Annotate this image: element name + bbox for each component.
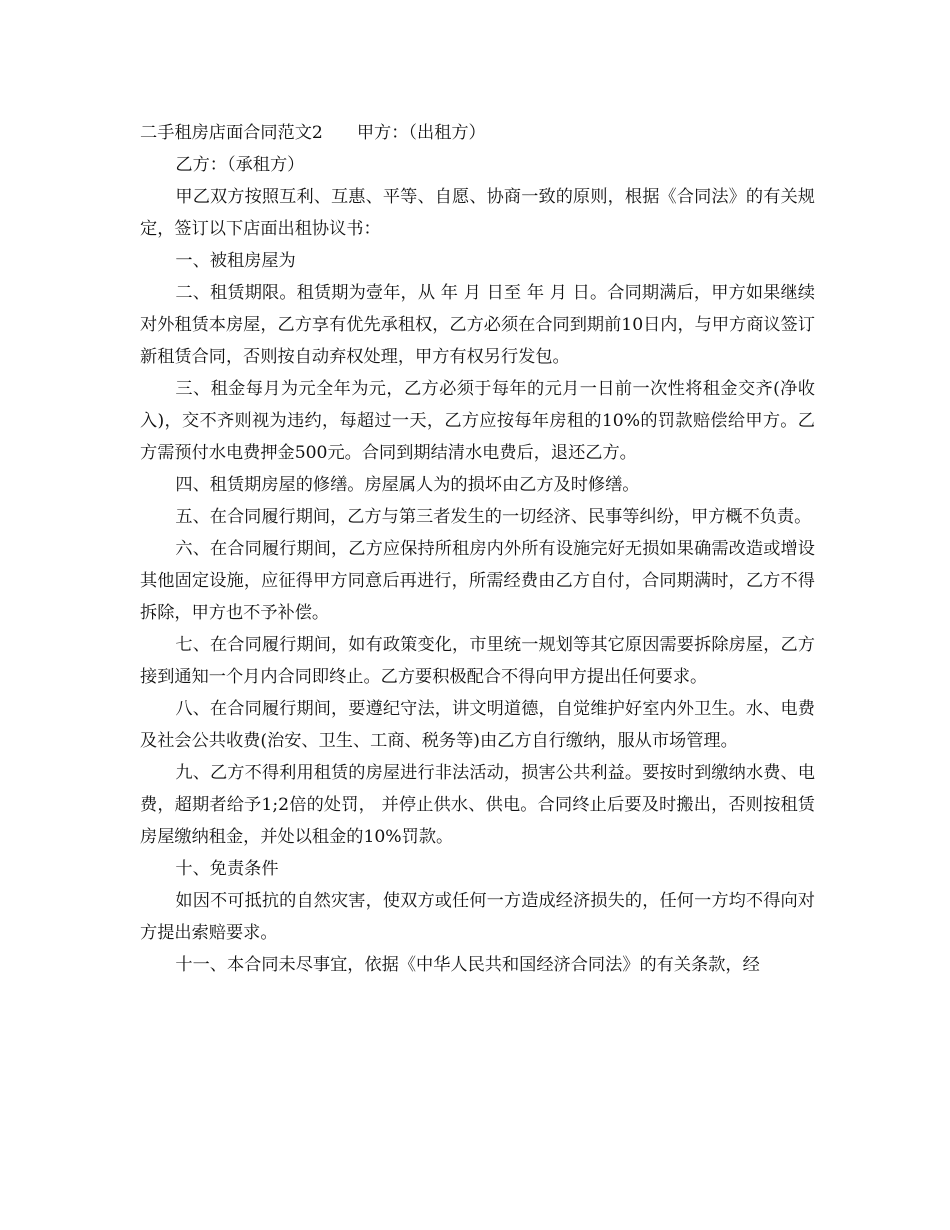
clause-3: 三、租金每月为元全年为元，乙方必须于每年的元月一日前一次性将租金交齐(净收入)，交不齐则视为违约，每超过一天，乙方应按每年房租的10%的罚款赔偿给甲方。乙方需预付水电费押金500元。合同到期结清水电费后，退还乙方。 [140,379,815,463]
clause-9: 九、乙方不得利用租赁的房屋进行非法活动，损害公共利益。要按时到缴纳水费、电费，超期者给予1;2倍的处罚， 并停止供水、供电。合同终止后要及时搬出，否则按租赁房屋缴纳租金，并处以租金的10%罚款。 [140,763,815,847]
clause-7: 七、在合同履行期间，如有政策变化，市里统一规划等其它原因需要拆除房屋，乙方接到通知一个月内合同即终止。乙方要积极配合不得向甲方提出任何要求。 [140,635,815,687]
heading-line [140,117,815,149]
clause-6: 六、在合同履行期间，乙方应保持所租房内外所有设施完好无损如果确需改造或增设其他固定设施，应征得甲方同意后再进行，所需经费由乙方自付，合同期满时，乙方不得拆除，甲方也不予补偿。 [140,539,815,623]
clause-10-heading: 十、免责条件 [175,859,279,879]
document-title: 二手租房店面合同范文2 [140,123,323,143]
party-b-label: 乙方：（承租方） [175,155,305,175]
clause-10-body: 如因不可抵抗的自然灾害，使双方或任何一方造成经济损失的，任何一方均不得向对方提出索赔要求。 [140,891,815,943]
clause-1: 一、被租房屋为 [175,251,296,271]
clause-5: 五、在合同履行期间，乙方与第三者发生的一切经济、民事等纠纷，甲方概不负责。 [175,507,812,527]
contract-document [140,117,815,981]
clause-2: 二、租赁期限。租赁期为壹年，从 年 月 日至 年 月 日。合同期满后，甲方如果继续对外租赁本房屋，乙方享有优先承租权，乙方必须在合同到期前10日内，与甲方商议签订新租赁合同，否则按自动弃权处理，甲方有权另行发包。 [140,283,815,367]
preamble-paragraph: 甲乙双方按照互利、互惠、平等、自愿、协商一致的原则，根据《合同法》的有关规定，签订以下店面出租协议书： [140,187,815,239]
party-a-label: 甲方：（出租方） [356,123,486,143]
clause-8: 八、在合同履行期间，要遵纪守法，讲文明道德，自觉维护好室内外卫生。水、电费及社会公共收费(治安、卫生、工商、税务等)由乙方自行缴纳，服从市场管理。 [140,699,815,751]
clause-4: 四、租赁期房屋的修缮。房屋属人为的损坏由乙方及时修缮。 [175,475,640,495]
clause-11: 十一、本合同未尽事宜，依据《中华人民共和国经济合同法》的有关条款，经 [175,955,760,975]
